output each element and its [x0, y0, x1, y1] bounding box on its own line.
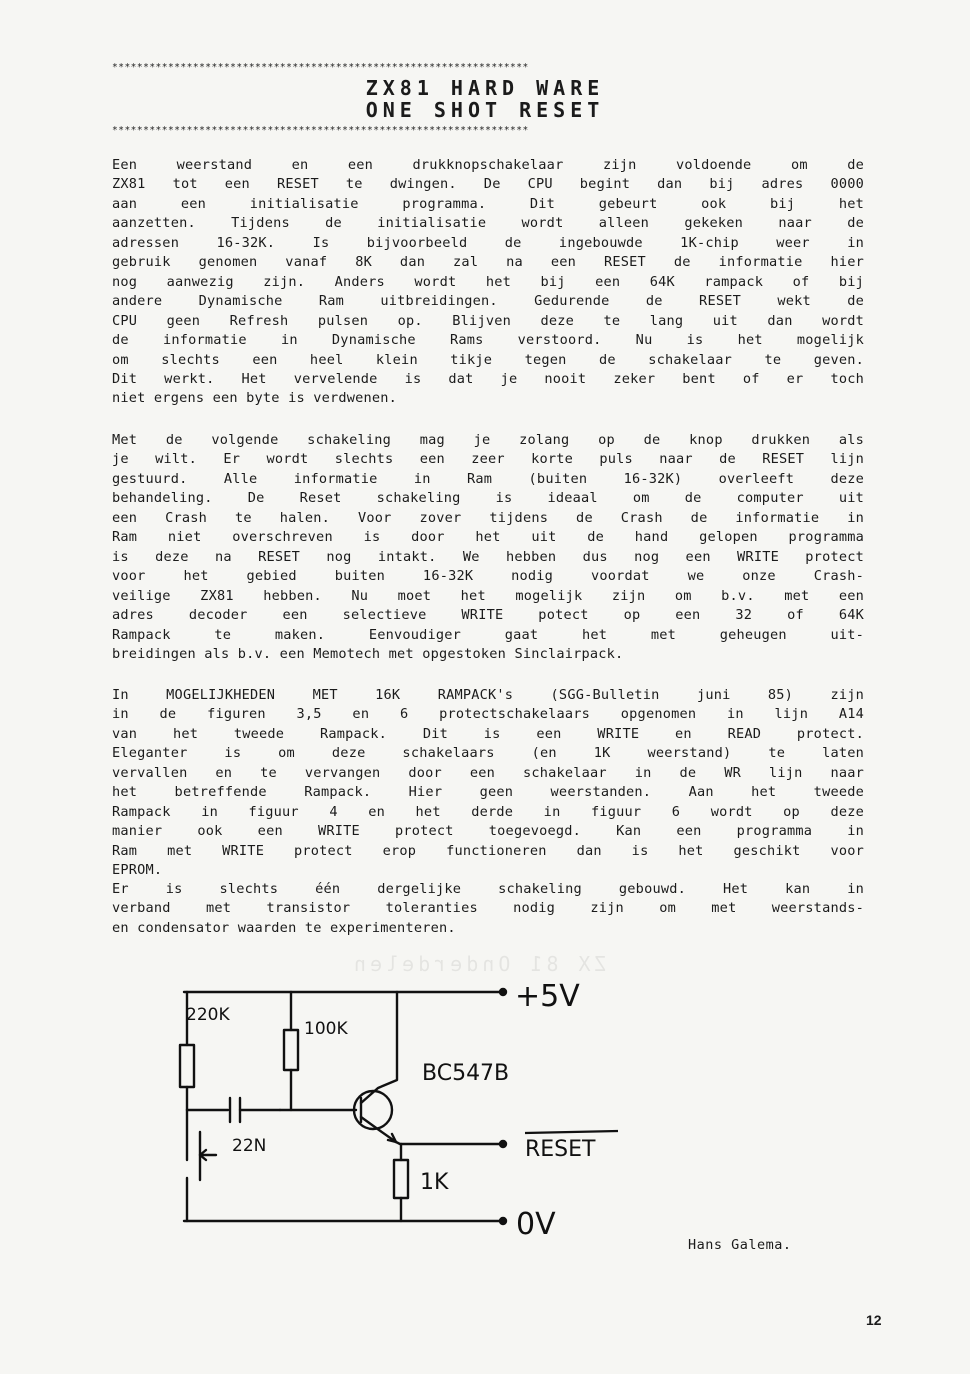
text-line: aan een initialisatie programma. Dit gebeurt ook bij het — [112, 195, 864, 212]
label-0v: 0V — [516, 1207, 556, 1240]
text-line: gebruik genomen vanaf 8K dan zal na een RESET de informatie hier — [112, 254, 864, 271]
text-line: veilige ZX81 hebben. Nu moet het mogelijk zijn om b.v. met een — [112, 587, 864, 604]
text-line: de informatie in Dynamische Rams verstoord. Nu is het mogelijk — [112, 332, 864, 349]
text-line: adres decoder een selectieve WRITE potect op een 32 of 64K — [112, 607, 864, 624]
reset-terminal — [500, 1141, 506, 1147]
label-reset: RESET — [525, 1137, 596, 1162]
text-line: van het tweede Rampack. Dit is een WRITE en READ protect. — [112, 725, 864, 742]
text-line: andere Dynamische Ram uitbreidingen. Gedurende de RESET wekt de — [112, 293, 864, 310]
text-line: Rampack te maken. Eenvoudiger gaat het met geheugen uit- — [112, 626, 864, 643]
gnd-terminal — [500, 1218, 506, 1224]
text-line: nog aanwezig zijn. Anders wordt het bij een 64K rampack of bij — [112, 273, 864, 290]
text-line: om slechts een heel klein tikje tegen de schakelaar te geven. — [112, 351, 864, 368]
resistor-1k — [394, 1160, 408, 1198]
resistor-220k — [180, 1045, 194, 1087]
paragraph-rampack — [112, 686, 864, 881]
paragraph-schakeling — [112, 431, 864, 664]
text-line: ZX81 tot een RESET te dwingen. De CPU begint dan bij adres 0000 — [112, 176, 864, 193]
reset-circuit-schematic — [170, 970, 630, 1240]
text-line: is deze na RESET nog intakt. We hebben dus nog een WRITE protect — [112, 548, 864, 565]
bleed-through-heading: ZX 81 Onderdelen — [350, 952, 607, 976]
text-line: In MOGELIJKHEDEN MET 16K RAMPACK's (SGG-Bulletin juni 85) zijn — [112, 687, 864, 703]
text-line: Ram niet overschreven is door het uit de hand gelopen programma — [112, 529, 864, 546]
label-220k: 220K — [186, 1005, 230, 1025]
text-line: manier ook een WRITE protect toegevoegd. Kan een programma in — [112, 823, 864, 840]
text-line: Een weerstand en een drukknopschakelaar zijn voldoende om de — [112, 157, 864, 173]
text-line: breidingen als b.v. een Memotech met opgestoken Sinclairpack. — [112, 645, 624, 662]
text-line: in de figuren 3,5 en 6 protectschakelaars opgenomen in lijn A14 — [112, 706, 864, 723]
capacitor-22n — [230, 1098, 240, 1122]
label-22n: 22N — [232, 1136, 267, 1156]
paragraph-intro — [112, 156, 864, 409]
label-1k: 1K — [420, 1170, 449, 1195]
text-line: aanzetten. Tijdens de initialisatie wordt alleen gekeken naar de — [112, 215, 864, 232]
text-line: het betreffende Rampack. Hier geen weerstanden. Aan het tweede — [112, 784, 864, 801]
text-line: en condensator waarden te experimenteren. — [112, 919, 456, 936]
label-bc547b: BC547B — [422, 1061, 510, 1086]
text-line: niet ergens een byte is verdwenen. — [112, 390, 398, 407]
header-star-border-top: ******************************************************************* — [112, 62, 529, 73]
page-title — [0, 77, 970, 121]
text-line: CPU geen Refresh pulsen op. Blijven deze te lang uit dan wordt — [112, 312, 864, 329]
text-line: EPROM. — [112, 862, 163, 879]
text-line: vervallen en te vervangen door een schakelaar in de WR lijn naar — [112, 764, 864, 781]
text-line: adressen 16-32K. Is bijvoorbeeld de ingebouwde 1K-chip weer in — [112, 234, 864, 251]
transistor-bc547b — [354, 1091, 392, 1129]
text-line: Met de volgende schakeling mag je zolang op de knop drukken als — [112, 432, 864, 448]
text-line: Er is slechts één dergelijke schakeling gebouwd. Het kan in — [112, 881, 864, 897]
text-line: behandeling. De Reset schakeling is ideaal om de computer uit — [112, 490, 864, 507]
label-plus-5v: +5V — [515, 979, 580, 1014]
author-signature: Hans Galema. — [688, 1237, 792, 1253]
text-line: gestuurd. Alle informatie in Ram (buiten 16-32K) overleeft deze — [112, 470, 864, 487]
text-line: Ram met WRITE protect erop functioneren dan is het geschikt voor — [112, 842, 864, 859]
page-number: 12 — [866, 1312, 882, 1328]
text-line: Eleganter is om deze schakelaars (en 1K weerstand) te laten — [112, 745, 864, 762]
text-line: verband met transistor toleranties nodig zijn om met weerstands- — [112, 900, 864, 917]
text-line: Dit werkt. Het vervelende is dat je nooit zeker bent of er toch — [112, 370, 864, 387]
resistor-100k — [284, 1030, 298, 1070]
header-star-border-bottom: ******************************************************************* — [112, 125, 529, 136]
title-line-2: ONE SHOT RESET — [365, 98, 605, 122]
vcc-terminal — [500, 989, 506, 995]
text-line: voor het gebied buiten 16-32K nodig voordat we onze Crash- — [112, 568, 864, 585]
text-line: je wilt. Er wordt slechts een zeer korte puls naar de RESET lijn — [112, 451, 864, 468]
title-line-1: ZX81 HARD WARE — [365, 76, 605, 100]
text-line: een Crash te halen. Voor zover tijdens de Crash de informatie in — [112, 509, 864, 526]
label-100k: 100K — [304, 1019, 348, 1039]
paragraph-conclusion — [112, 880, 864, 938]
text-line: Rampack in figuur 4 en het derde in figuur 6 wordt op deze — [112, 803, 864, 820]
